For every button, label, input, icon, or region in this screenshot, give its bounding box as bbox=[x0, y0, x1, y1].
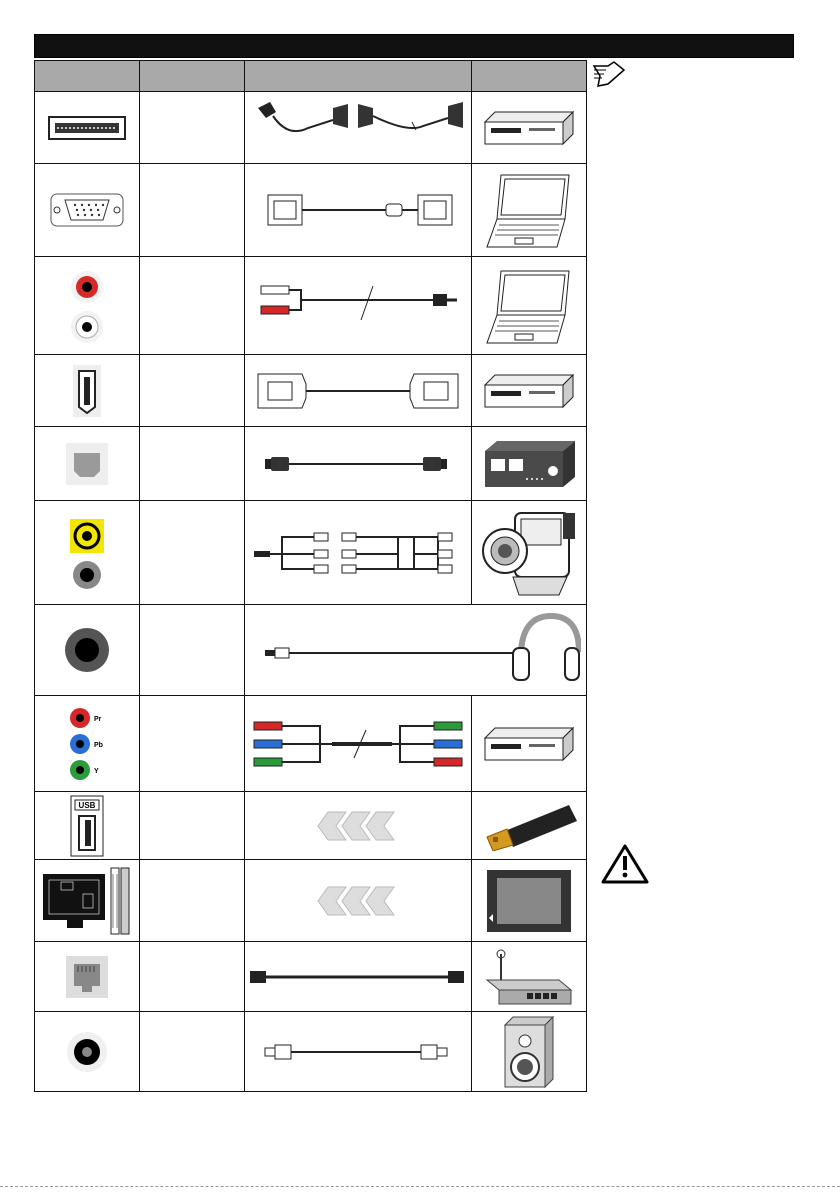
column-header-cables bbox=[245, 61, 472, 92]
connector-cell bbox=[35, 355, 140, 427]
column-header-connector bbox=[35, 61, 140, 92]
hdmi-port-icon bbox=[67, 361, 107, 421]
type-cell bbox=[140, 501, 245, 605]
device-cell bbox=[472, 501, 587, 605]
table-row bbox=[35, 92, 587, 164]
vga-cable-icon bbox=[258, 185, 458, 235]
device-cell bbox=[472, 164, 587, 257]
page-bottom-divider bbox=[0, 1186, 840, 1187]
table-row bbox=[35, 501, 587, 605]
coaxial-cable-icon bbox=[253, 1037, 463, 1067]
insert-arrows-icon bbox=[308, 881, 408, 921]
subwoofer-icon bbox=[499, 1015, 559, 1089]
cable-cell bbox=[245, 427, 472, 501]
table-row bbox=[35, 605, 587, 696]
connector-cell bbox=[35, 792, 140, 860]
ypbpr-component-port-icon bbox=[62, 702, 112, 786]
device-cell bbox=[472, 792, 587, 860]
usb-stick-icon bbox=[479, 801, 579, 851]
laptop-icon bbox=[481, 265, 577, 347]
spdif-optical-port-icon bbox=[62, 439, 112, 489]
usb-port-icon bbox=[67, 794, 107, 858]
vga-port-icon bbox=[47, 188, 127, 232]
type-cell bbox=[140, 696, 245, 792]
column-header-device bbox=[472, 61, 587, 92]
device-cell bbox=[472, 860, 587, 942]
pr-label: Pr bbox=[94, 715, 102, 723]
av-cable-icon bbox=[248, 523, 468, 583]
connector-cell bbox=[35, 942, 140, 1012]
cable-cell bbox=[245, 696, 472, 792]
device-cell bbox=[472, 427, 587, 501]
amplifier-icon bbox=[479, 437, 579, 491]
coaxial-port-icon bbox=[62, 1027, 112, 1077]
cable-cell bbox=[245, 942, 472, 1012]
audio-rca-port-icon bbox=[57, 261, 117, 351]
type-cell bbox=[140, 92, 245, 164]
table-row bbox=[35, 257, 587, 355]
type-cell bbox=[140, 257, 245, 355]
router-icon bbox=[479, 946, 579, 1008]
warning-triangle-icon bbox=[600, 842, 650, 886]
cable-cell bbox=[245, 605, 587, 696]
cable-cell bbox=[245, 1012, 472, 1092]
device-cell bbox=[472, 355, 587, 427]
table-row bbox=[35, 427, 587, 501]
scart-cable-icon bbox=[248, 98, 468, 158]
table-row bbox=[35, 792, 587, 860]
ci-slot-icon bbox=[39, 864, 135, 938]
type-cell bbox=[140, 1012, 245, 1092]
scart-port-icon bbox=[47, 113, 127, 143]
connector-cell bbox=[35, 92, 140, 164]
laptop-icon bbox=[481, 169, 577, 251]
column-header-type bbox=[140, 61, 245, 92]
connections-table bbox=[34, 60, 587, 1092]
ethernet-port-icon bbox=[62, 952, 112, 1002]
table-header-row bbox=[35, 61, 587, 92]
cable-cell bbox=[245, 164, 472, 257]
dvd-player-icon bbox=[481, 371, 577, 411]
av-video-port-icon bbox=[62, 511, 112, 595]
device-cell bbox=[472, 92, 587, 164]
cable-cell bbox=[245, 92, 472, 164]
connector-cell bbox=[35, 257, 140, 355]
table-row bbox=[35, 696, 587, 792]
type-cell bbox=[140, 605, 245, 696]
insert-arrows-icon bbox=[308, 806, 408, 846]
cable-cell bbox=[245, 860, 472, 942]
table-row bbox=[35, 1012, 587, 1092]
table-row bbox=[35, 860, 587, 942]
cam-module-icon bbox=[481, 866, 577, 936]
hdmi-cable-icon bbox=[248, 366, 468, 416]
connector-cell bbox=[35, 164, 140, 257]
type-cell bbox=[140, 427, 245, 501]
device-cell bbox=[472, 942, 587, 1012]
ethernet-cable-icon bbox=[246, 962, 470, 992]
section-title-bar bbox=[34, 34, 794, 58]
type-cell bbox=[140, 355, 245, 427]
usb-label: USB bbox=[78, 800, 96, 810]
device-cell bbox=[472, 1012, 587, 1092]
note-pencil-icon bbox=[592, 60, 626, 88]
table-row bbox=[35, 942, 587, 1012]
connector-cell bbox=[35, 1012, 140, 1092]
connector-cell bbox=[35, 696, 140, 792]
cable-cell bbox=[245, 792, 472, 860]
device-cell bbox=[472, 696, 587, 792]
optical-cable-icon bbox=[253, 449, 463, 479]
cable-cell bbox=[245, 257, 472, 355]
type-cell bbox=[140, 792, 245, 860]
cable-cell bbox=[245, 355, 472, 427]
dvd-player-icon bbox=[481, 108, 577, 148]
rca-to-jack-cable-icon bbox=[253, 276, 463, 336]
pb-label: Pb bbox=[94, 741, 103, 749]
connector-cell bbox=[35, 605, 140, 696]
type-cell bbox=[140, 164, 245, 257]
connector-cell bbox=[35, 501, 140, 605]
headphone-cable-icon bbox=[251, 610, 581, 690]
connector-cell bbox=[35, 427, 140, 501]
dvd-player-icon bbox=[481, 724, 577, 764]
table-row bbox=[35, 164, 587, 257]
type-cell bbox=[140, 860, 245, 942]
headphone-jack-icon bbox=[57, 620, 117, 680]
cable-cell bbox=[245, 501, 472, 605]
device-cell bbox=[472, 257, 587, 355]
camcorder-icon bbox=[479, 507, 579, 599]
notes-column bbox=[592, 60, 802, 1092]
y-label: Y bbox=[94, 767, 99, 775]
table-row bbox=[35, 355, 587, 427]
component-cable-icon bbox=[248, 714, 468, 774]
type-cell bbox=[140, 942, 245, 1012]
connector-cell bbox=[35, 860, 140, 942]
